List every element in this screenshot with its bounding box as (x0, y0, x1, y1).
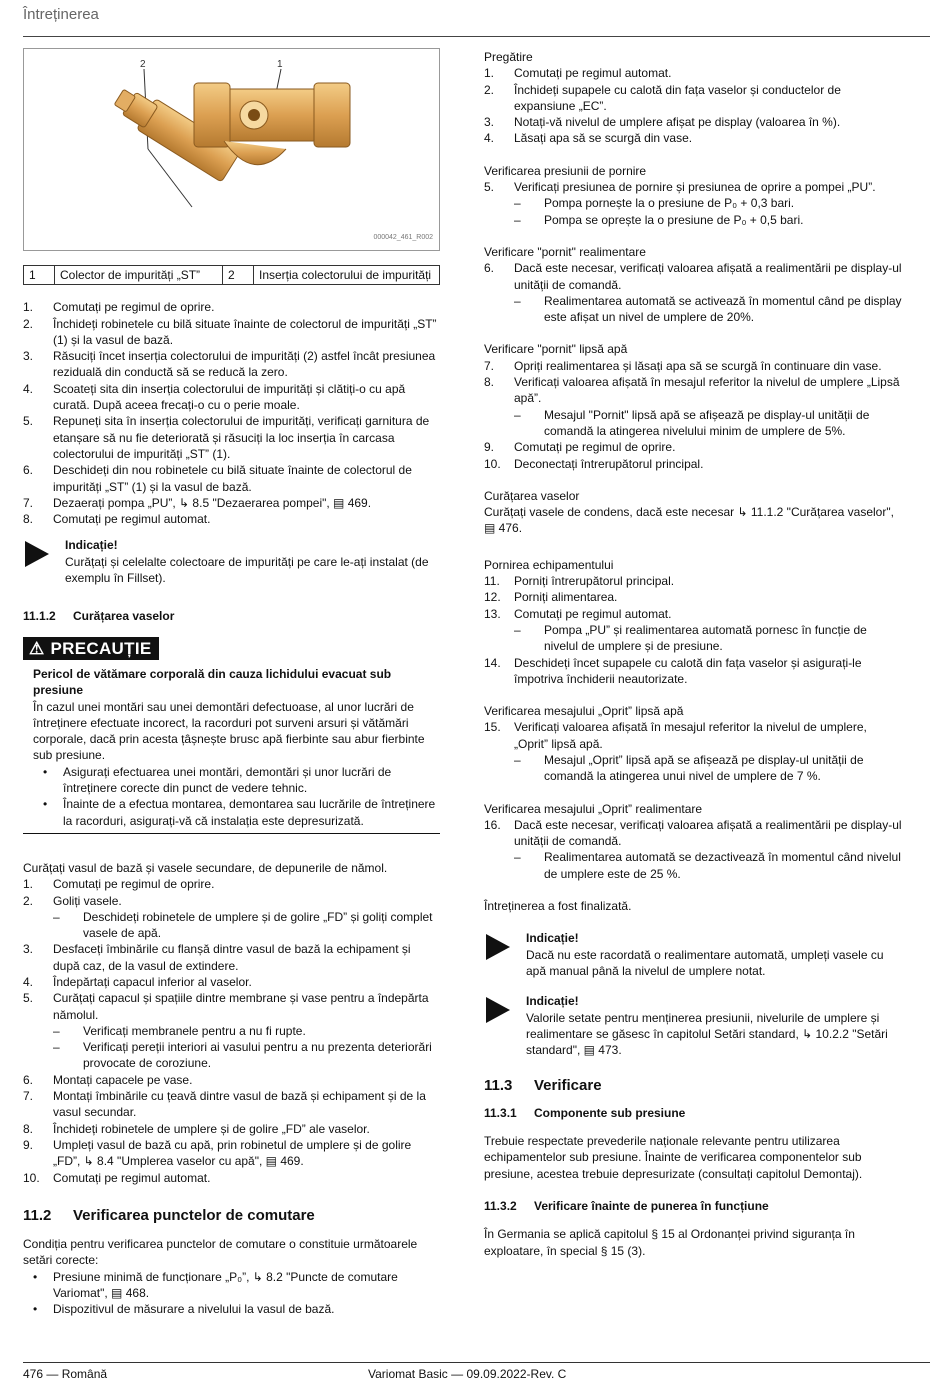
sub-text: Pompa se oprește la o presiune de P₀ + 0,5 bari. (544, 212, 804, 227)
list-item (23, 893, 440, 909)
footer-page: 476 — Română (23, 1367, 108, 1381)
page-header: Întreținerea (23, 6, 99, 23)
warning-triangle-icon: ⚠ (29, 638, 45, 658)
list-item (484, 606, 904, 622)
step-text: Verificați presiunea de pornire și presiunea de oprire a pompei „PU”. (514, 180, 876, 195)
subheading: Verificare "pornit" lipsă apă (484, 342, 628, 357)
dash-marker: – (514, 293, 521, 308)
step-text: Dezaerați pompa „PU”, ↳ 8.5 "Dezaerarea pompei", ▤ 469. (53, 495, 372, 510)
subheading: Curățarea vaselor (484, 488, 580, 503)
dash-marker: – (514, 212, 521, 227)
list-item (484, 114, 904, 130)
refill-off-steps (484, 817, 904, 882)
section-heading-11-1-2 (23, 608, 440, 624)
step-text: Răsuciți încet inserția colectorului de impurități (2) astfel încât presiunea reziduală din conductă să se reducă la zero. (53, 349, 436, 380)
step-text: Comutați pe regimul automat. (53, 512, 211, 527)
step-number: 6. (23, 463, 34, 478)
list-item (23, 316, 440, 349)
step-text: Scoateți sita din inserția colectorului de impurități și clătiți-o cu apă curată. După aceea frecați-o cu o perie moale. (53, 381, 406, 413)
step-number: 6. (23, 1072, 34, 1087)
step-text: Dacă este necesar, verificați valoarea afișată a realimentării pe display-ul unității de comandă. (514, 261, 902, 292)
list-item (484, 817, 904, 850)
step-number: 5. (23, 991, 34, 1006)
list-item (23, 413, 440, 462)
list-item (23, 348, 440, 381)
refill-on-steps (484, 260, 904, 325)
section-heading-11-3-1 (484, 1105, 904, 1121)
sub-text: Realimentarea automată se activează în momentul când pe display este afișat un nivel de umplere de 20%. (544, 293, 902, 325)
caution-bullets (33, 764, 440, 829)
step-number: 10. (23, 1170, 40, 1185)
figure-label-2: 2 (140, 59, 146, 70)
list-item (484, 589, 904, 605)
step-text: Comutați pe regimul de oprire. (53, 300, 215, 315)
list-item (23, 511, 440, 527)
step-number: 9. (23, 1137, 34, 1152)
step-text: Repuneți sita în inserția colectorului de impurități, verificați garnitura de etanșare să nu fie deteriorată și răsuciți la loc inserția în carcasa colectorului de impurități „ST” (1). (53, 414, 430, 461)
bullet-text: Asigurați efectuarea unei montări, demontări și unor lucrări de întreținere corecte din punct de vedere tehnic. (63, 764, 392, 796)
sub-text: Mesajul "Pornit" lipsă apă se afișează pe display-ul unității de comandă la atingerea nivelului minim de umplere de 5%. (544, 407, 870, 438)
off-steps (484, 719, 904, 784)
step-text: Deconectați întrerupătorul principal. (514, 456, 704, 471)
step-number: 13. (484, 606, 501, 621)
step-number: 1. (23, 877, 34, 892)
step-text: Deschideți încet supapele cu calotă din fața vaselor și asigurați-le împotriva închiderii neautorizate. (514, 655, 862, 686)
list-item (484, 179, 904, 195)
step-number: 8. (23, 1121, 34, 1136)
step-number: 6. (484, 261, 495, 276)
sub-item (484, 849, 904, 882)
section-number: 11.3.1 (484, 1105, 517, 1120)
list-item (23, 990, 440, 1023)
note-arrow-icon (25, 541, 49, 567)
dash-marker: – (514, 850, 521, 865)
step-text: Lăsați apa să se scurgă din vase. (514, 131, 693, 146)
step-text: Curățați capacul și spațiile dintre membrane și vase pentru a îndepărta nămolul. (53, 991, 429, 1022)
caution-title: Pericol de vătămare corporală din cauza lichidului evacuat sub presiune (33, 666, 392, 698)
section-title: Verificarea punctelor de comutare (73, 1206, 315, 1224)
list-item (23, 495, 440, 511)
list-item (484, 573, 904, 589)
list-item (484, 358, 904, 374)
bullet-marker: • (43, 797, 48, 812)
note-arrow-icon (486, 997, 510, 1023)
step-text: Porniți alimentarea. (514, 590, 618, 605)
section-title: Verificare înainte de punerea în funcțiune (534, 1198, 769, 1213)
list-item (23, 1072, 440, 1088)
sub-item (23, 1023, 440, 1039)
prep-steps (484, 65, 904, 146)
left-column (23, 48, 440, 1318)
list-item (484, 719, 904, 752)
subheading: Verificarea mesajului „Oprit” realimentare (484, 801, 703, 816)
sub-text: Mesajul „Oprit” lipsă apă se afișează pe display-ul unității de comandă la atingerea unui nivel de umplere de 7 %. (544, 752, 864, 784)
dash-marker: – (514, 196, 521, 211)
step-number: 1. (484, 66, 495, 81)
section-title: Componente sub presiune (534, 1105, 686, 1120)
step-number: 5. (484, 180, 495, 195)
lowwater-steps (484, 358, 904, 472)
section-number: 11.3.2 (484, 1198, 517, 1213)
list-item (484, 260, 904, 293)
bullet-text: Presiune minimă de funcționare „P₀”, ↳ 8.2 "Puncte de comutare Variomat", ▤ 468. (53, 1269, 398, 1301)
step-text: Închideți supapele cu calotă din fața vaselor și conductelor de expansiune „EC”. (514, 82, 841, 113)
sub-item (484, 752, 904, 785)
step-number: 4. (23, 974, 34, 989)
header-rule (23, 36, 930, 37)
subheading: Verificarea presiunii de pornire (484, 163, 647, 178)
footer-rule (23, 1362, 930, 1363)
bullet-item (33, 796, 440, 829)
sub-item (484, 195, 904, 211)
step-number: 9. (484, 440, 495, 455)
startup-steps (484, 573, 904, 687)
list-item (23, 381, 440, 414)
step-number: 10. (484, 456, 501, 471)
list-item (484, 65, 904, 81)
clean-vessels-text: Curățați vasele de condens, dacă este necesar ↳ 11.1.2 "Curățarea vaselor", ▤ 476. (484, 505, 894, 536)
step-text: Umpleți vasul de bază cu apă, prin robinetul de umplere și de golire „FD”, ↳ 8.4 "Umplerea vaselor cu apă", ▤ 469. (53, 1137, 412, 1169)
step-number: 3. (23, 349, 34, 364)
note-text: Valorile setate pentru menținerea presiunii, nivelurile de umplere și realimentare se găsesc în capitolul Setări standard, ↳ 10.2.2 "Setări standard", ▤ 473. (526, 1010, 888, 1058)
subheading: Pornirea echipamentului (484, 557, 614, 572)
step-number: 7. (23, 1089, 34, 1104)
section-bullets (23, 1269, 440, 1318)
step-number: 8. (484, 375, 495, 390)
bullet-marker: • (33, 1269, 38, 1284)
note-text: Dacă nu este racordată o realimentare automată, umpleți vasele cu apă manual până la nivelul de umplere notat. (526, 947, 884, 978)
note-text: Curățați și celelalte colectoare de impurități pe care le-ați instalat (de exemplu în Fillset). (65, 554, 429, 586)
bullet-text: Dispozitivul de măsurare a nivelului la vasul de bază. (53, 1302, 335, 1317)
sub-item (484, 212, 904, 228)
sub-item (484, 407, 904, 440)
dash-marker: – (514, 622, 521, 637)
step-number: 7. (23, 495, 34, 510)
step-text: Notați-vă nivelul de umplere afișat pe display (valoarea în %). (514, 115, 841, 130)
note-title: Indicație! (65, 538, 118, 553)
figure-code: 000042_461_R002 (373, 233, 433, 241)
step-number: 2. (23, 316, 34, 331)
note-hint (484, 930, 904, 979)
note-title: Indicație! (526, 994, 579, 1009)
step-number: 7. (484, 358, 495, 373)
step-text: Îndepărtați capacul inferior al vaselor. (53, 974, 252, 989)
section-intro: Condiția pentru verificarea punctelor de comutare o constituie următoarele setări corecte: (23, 1237, 418, 1268)
step-text: Închideți robinetele cu bilă situate înainte de colectorul de impurități „ST” (1) și la vasul de bază. (53, 316, 437, 347)
list-item (23, 1121, 440, 1137)
step-text: Goliți vasele. (53, 893, 122, 908)
note-title: Indicație! (526, 931, 579, 946)
clean-steps (23, 876, 440, 1186)
list-item (484, 456, 904, 472)
legend-text: Inserția colectorului de impurități (254, 266, 440, 285)
section-heading-11-3-2 (484, 1198, 904, 1214)
subheading: Verificare "pornit" realimentare (484, 244, 646, 259)
bullet-marker: • (33, 1302, 38, 1317)
step-number: 3. (484, 115, 495, 130)
sub-item (23, 909, 440, 942)
start-steps (484, 179, 904, 228)
bullet-item (33, 764, 440, 797)
step-text: Închideți robinetele de umplere și de golire „FD” ale vaselor. (53, 1121, 370, 1136)
step-text: Deschideți din nou robinetele cu bilă situate înainte de colectorul de impurități „ST” (1) și la vasul de bază. (53, 463, 412, 494)
caution-tag (23, 637, 159, 660)
section-number: 11.1.2 (23, 609, 56, 624)
list-item (23, 974, 440, 990)
step-number: 8. (23, 512, 34, 527)
list-item (484, 439, 904, 455)
step-text: Comutați pe regimul de oprire. (53, 877, 215, 892)
clean-intro: Curățați vasul de bază și vasele secundare, de depunerile de nămol. (23, 860, 388, 875)
legend-num: 1 (24, 266, 55, 285)
sub-text: Deschideți robinetele de umplere și de golire „FD” și goliți complet vasele de apă. (83, 909, 433, 941)
list-item (23, 1088, 440, 1121)
step-number: 12. (484, 590, 501, 605)
step-text: Comutați pe regimul automat. (514, 66, 672, 81)
sub-text: Pompa „PU” și realimentarea automată pornesc în funcție de nivelul de umplere și de presiune. (544, 622, 867, 654)
step-number: 2. (484, 82, 495, 97)
step-text: Comutați pe regimul de oprire. (514, 440, 676, 455)
subheading: Pregătire (484, 50, 533, 64)
section-heading-11-3 (484, 1078, 904, 1094)
dash-marker: – (514, 407, 521, 422)
step-text: Porniți întrerupătorul principal. (514, 574, 675, 589)
strainer-illustration (24, 49, 439, 250)
figure-legend-table (23, 265, 440, 285)
list-item (23, 1170, 440, 1186)
subheading: Verificarea mesajului „Oprit” lipsă apă (484, 704, 684, 719)
right-column (484, 49, 904, 1259)
sub-text: Verificați membranele pentru a nu fi rupte. (83, 1023, 306, 1038)
step-text: Verificați valoarea afișată în mesajul referitor la nivelul de umplere, „Oprit” lipsă apă. (514, 720, 867, 751)
step-text: Montați capacele pe vase. (53, 1072, 193, 1087)
list-item (23, 299, 440, 315)
list-item (23, 876, 440, 892)
bullet-text: Înainte de a efectua montarea, demontarea sau lucrările de întreținere la racorduri, asigurați-vă că instalația este depresurizată. (63, 797, 436, 828)
note-arrow-icon (486, 934, 510, 960)
step-text: Desfaceți îmbinările cu flanșă dintre vasul de bază la echipament și după caz, de la vasul de extindere. (53, 942, 411, 973)
sub-text: Realimentarea automată se dezactivează în momentul când nivelul de umplere este de 25 %. (544, 850, 901, 881)
list-item (484, 655, 904, 688)
dash-marker: – (53, 1040, 60, 1055)
bullet-marker: • (43, 764, 48, 779)
section-text: În Germania se aplică capitolul § 15 al Ordonanței privind siguranța în exploatare, în special § 15 (3). (484, 1227, 855, 1258)
caution-text: În cazul unei montări sau unei demontări defectuoase, al unor lucrări de întreținere efectuate incorect, la racorduri pot surveni arsuri și vătămări corporale, dacă prin acesta țâșnește brusc apă fierbinte sau abur fierbinte sub presiune. (33, 699, 425, 763)
section-number: 11.3 (484, 1077, 513, 1095)
section-heading-11-2 (23, 1208, 440, 1224)
sub-text: Verificați pereții interiori ai vasului pentru a nu prezenta deteriorări provocate de coroziune. (83, 1040, 432, 1071)
note-hint (484, 993, 904, 1058)
list-item (23, 462, 440, 495)
caution-label: PRECAUȚIE (50, 638, 152, 658)
list-item (484, 374, 904, 407)
sub-text: Pompa pornește la o presiune de P₀ + 0,3 bari. (544, 196, 795, 211)
list-item (484, 82, 904, 115)
step-number: 15. (484, 720, 501, 735)
step-text: Comutați pe regimul automat. (53, 1170, 211, 1185)
step-number: 5. (23, 414, 34, 429)
legend-num: 2 (223, 266, 254, 285)
legend-text: Colector de impurități „ST” (55, 266, 223, 285)
caution-box (23, 637, 440, 834)
list-item (23, 1137, 440, 1170)
section-text: Trebuie respectate prevederile naționale relevante pentru utilizarea echipamentelor sub presiune. Înainte de verificarea componentelor sub presiune, acestea trebuie depresurizate (consultați capitolul Demontaj). (484, 1134, 863, 1181)
bullet-item (23, 1301, 440, 1317)
sub-item (23, 1039, 440, 1072)
step-number: 1. (23, 300, 34, 315)
step-number: 4. (23, 381, 34, 396)
footer-doc: Variomat Basic — 09.09.2022-Rev. C (368, 1367, 567, 1381)
section-title: Verificare (534, 1077, 602, 1095)
section-number: 11.2 (23, 1206, 52, 1224)
sub-item (484, 622, 904, 655)
step-number: 11. (484, 574, 500, 589)
step-number: 14. (484, 655, 501, 670)
step-text: Opriți realimentarea și lăsați apa să se scurgă în continuare din vase. (514, 358, 882, 373)
dash-marker: – (53, 909, 60, 924)
strainer-figure (23, 48, 440, 251)
step-number: 2. (23, 893, 34, 908)
note-hint (23, 537, 440, 586)
step-text: Dacă este necesar, verificați valoarea afișată a realimentării pe display-ul unității de comandă. (514, 817, 902, 849)
strainer-steps (23, 299, 440, 527)
figure-label-1: 1 (277, 59, 283, 70)
done-text: Întreținerea a fost finalizată. (484, 899, 632, 914)
step-number: 4. (484, 131, 495, 146)
step-text: Comutați pe regimul automat. (514, 606, 672, 621)
bullet-item (23, 1269, 440, 1302)
dash-marker: – (514, 752, 521, 767)
step-number: 3. (23, 942, 34, 957)
sub-item (484, 293, 904, 326)
list-item (484, 130, 904, 146)
step-text: Montați îmbinările cu țeavă dintre vasul de bază și echipament și de la vasul secundar. (53, 1089, 426, 1120)
list-item (23, 941, 440, 974)
section-title: Curățarea vaselor (73, 609, 175, 624)
step-number: 16. (484, 817, 501, 832)
dash-marker: – (53, 1023, 60, 1038)
step-text: Verificați valoarea afișată în mesajul referitor la nivelul de umplere „Lipsă apă”. (514, 375, 900, 406)
